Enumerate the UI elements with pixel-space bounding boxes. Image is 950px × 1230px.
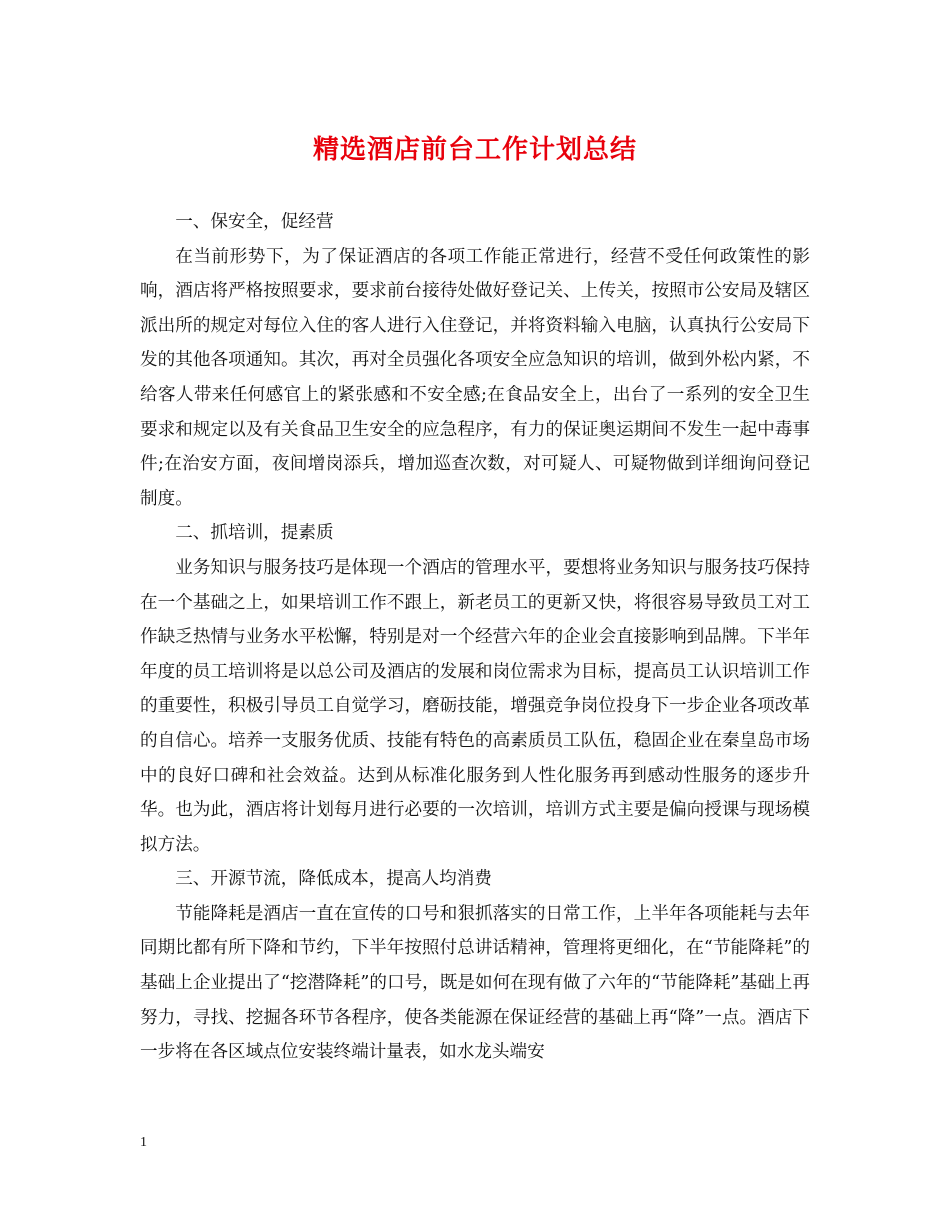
page-number: 1 [140, 1135, 147, 1150]
section-paragraph-2: 业务知识与服务技巧是体现一个酒店的管理水平，要想将业务知识与服务技巧保持在一个基础之上，如果培训工作不跟上，新老员工的更新又快，将很容易导致员工对工作缺乏热情与业务水平松懈，特别是对一个经营六年的企业会直接影响到品牌。下半年年度的员工培训将是以总公司及酒店的发展和岗位需求为目标，提高员工认识培训工作的重要性，积极引导员工自觉学习，磨砺技能，增强竞争岗位投身下一步企业各项改革的自信心。培养一支服务优质、技能有特色的高素质员工队伍，稳固企业在秦皇岛市场中的良好口碑和社会效益。达到从标准化服务到人性化服务再到感动性服务的逐步升华。也为此，酒店将计划每月进行必要的一次培训，培训方式主要是偏向授课与现场模拟方法。 [140, 557, 810, 855]
section-heading-1: 一、保安全，促经营 [175, 212, 334, 232]
section-heading-2: 二、抓培训，提素质 [175, 523, 334, 544]
document-title: 精选酒店前台工作计划总结 [312, 135, 637, 165]
document-body [140, 205, 810, 1070]
section-paragraph-1: 在当前形势下，为了保证酒店的各项工作能正常进行，经营不受任何政策性的影响，酒店将严格按照要求，要求前台接待处做好登记关、上传关，按照市公安局及辖区派出所的规定对每位入住的客人进行入住登记，并将资料输入电脑，认真执行公安局下发的其他各项通知。其次，再对全员强化各项安全应急知识的培训，做到外松内紧，不给客人带来任何感官上的紧张感和不安全感;在食品安全上，出台了一系列的安全卫生要求和规定以及有关食品卫生安全的应急程序，有力的保证奥运期间不发生一起中毒事件;在治安方面，夜间增岗添兵，增加巡查次数，对可疑人、可疑物做到详细询问登记制度。 [140, 246, 810, 509]
section-heading-3: 三、开源节流，降低成本，提高人均消费 [175, 869, 492, 890]
section-paragraph-3: 节能降耗是酒店一直在宣传的口号和狠抓落实的日常工作，上半年各项能耗与去年同期比都有所下降和节约，下半年按照付总讲话精神，管理将更细化，在“节能降耗”的基础上企业提出了“挖潜降耗”的口号，既是如何在现有做了六年的“节能降耗”基础上再努力，寻找、挖掘各环节各程序，使各类能源在保证经营的基础上再“降”一点。酒店下一步将在各区域点位安装终端计量表，如水龙头端安 [140, 903, 810, 1063]
